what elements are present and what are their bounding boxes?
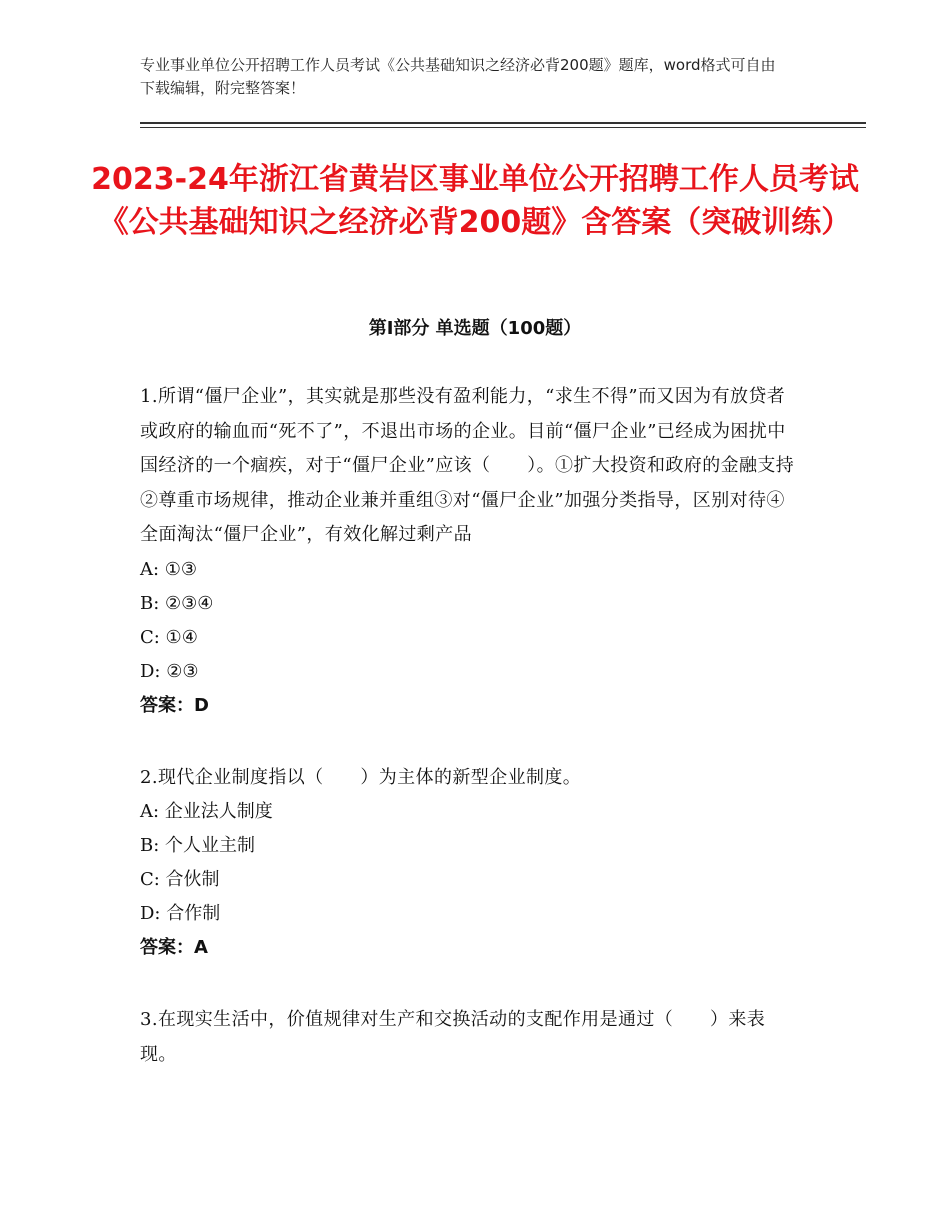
header-rule-thin: [140, 127, 866, 128]
question-2: [140, 761, 800, 966]
option-d: D: 合作制: [140, 903, 221, 924]
option-c: C: 合伙制: [140, 869, 220, 890]
option-b: B: ②③④: [140, 592, 214, 614]
answer: 答案：D: [140, 694, 209, 716]
question-1: [140, 380, 800, 723]
question-stem: 1.所谓“僵尸企业”，其实就是那些没有盈利能力，“求生不得”而又因为有放贷者或政府的输血而“死不了”，不退出市场的企业。目前“僵尸企业”已经成为困扰中国经济的一个痼疾，对于“僵尸企业”应该（ ）。①扩大投资和政府的金融支持②尊重市场规律，推动企业兼并重组③对“僵尸企业”加强分类指导，区别对待④全面淘汰“僵尸企业”，有效化解过剩产品: [140, 386, 795, 545]
option-a: A: ①③: [140, 558, 198, 580]
question-3: [140, 1003, 800, 1072]
document-title: 2023-24年浙江省黄岩区事业单位公开招聘工作人员考试《公共基础知识之经济必背200题》含答案（突破训练）: [91, 162, 859, 240]
option-d: D: ②③: [140, 660, 199, 682]
section-heading: 第Ⅰ部分 单选题（100题）: [368, 318, 582, 339]
header-note: 专业事业单位公开招聘工作人员考试《公共基础知识之经济必背200题》题库，word格式可自由下载编辑，附完整答案！: [140, 56, 776, 97]
option-b: B: 个人业主制: [140, 835, 256, 856]
question-stem: 3.在现实生活中，价值规律对生产和交换活动的支配作用是通过（ ）来表现。: [140, 1009, 766, 1065]
option-c: C: ①④: [140, 626, 198, 648]
header-rule-thick: [140, 122, 866, 124]
question-list: [140, 380, 800, 1110]
option-a: A: 企业法人制度: [140, 801, 273, 822]
answer: 答案：A: [140, 937, 208, 958]
question-stem: 2.现代企业制度指以（ ）为主体的新型企业制度。: [140, 766, 582, 788]
